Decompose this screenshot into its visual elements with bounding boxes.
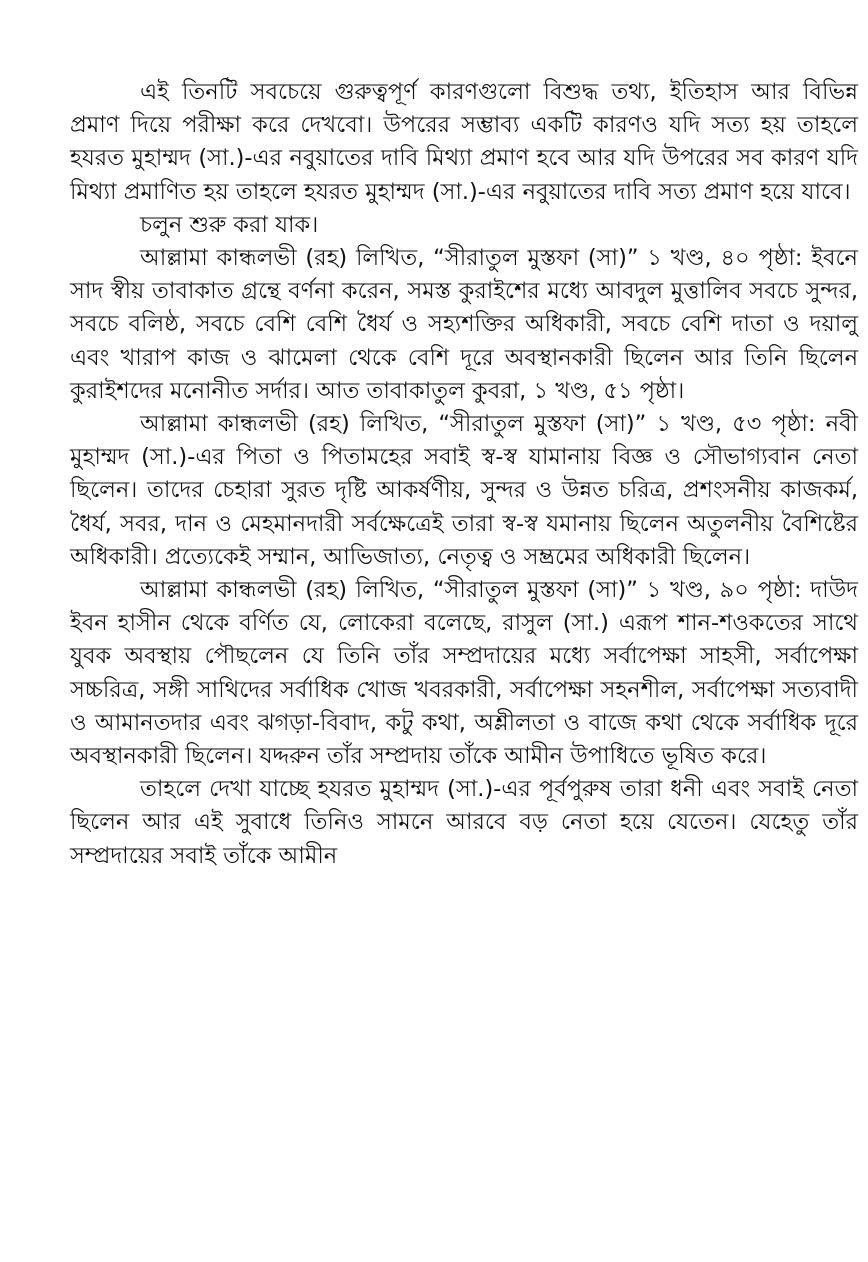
paragraph-citation-page-40: আল্লামা কান্ধলভী (রহ) লিখিত, “সীরাতুল মুস্তফা (সা)” ১ খণ্ড, ৪০ পৃষ্ঠা: ইবনে সাদ স্বীয় তাবাকাত গ্রন্থে বর্ণনা করেন, সমস্ত কুরাইশের মধ্যে আবদুল মুত্তালিব সবচে সুন্দর, সবচে বলিষ্ঠ, সবচে বেশি বেশি ধৈর্য ও সহ্যশক্তির অধিকারী, সবচে বেশি দাতা ও দয়ালু এবং খারাপ কাজ ও ঝামেলা থেকে বেশি দূরে অবস্থানকারী ছিলেন আর তিনি ছিলেন কুরাইশদের মনোনীত সর্দার। আত তাবাকাতুল কুবরা, ১ খণ্ড, ৫১ পৃষ্ঠা। <box>70 245 858 404</box>
paragraph-lets-begin: চলুন শুরু করা যাক। <box>140 211 319 238</box>
paragraph-conclusion: তাহলে দেখা যাচ্ছে হযরত মুহাম্মদ (সা.)-এর পূর্বপুরুষ তারা ধনী এবং সবাই নেতা ছিলেন আর এই সুবাধে তিনিও সামনে আরবে বড় নেতা হয়ে যেতেন। যেহেতু তাঁর সম্প্রদায়ের সবাই তাঁকে আমীন <box>70 776 858 869</box>
paragraph-intro: এই তিনটি সবচেয়ে গুরুত্বপূর্ণ কারণগুলো বিশুদ্ধ তথ্য, ইতিহাস আর বিভিন্ন প্রমাণ দিয়ে পরীক্ষা করে দেখবো। উপরের সম্ভাব্য একটি কারণও যদি সত্য হয় তাহলে হযরত মুহাম্মদ (সা.)-এর নবুয়াতের দাবি মিথ্যা প্রমাণ হবে আর যদি উপরের সব কারণ যদি মিথ্যা প্রমাণিত হয় তাহলে হযরত মুহাম্মদ (সা.)-এর নবুয়াতের দাবি সত্য প্রমাণ হয়ে যাবে। <box>70 79 858 205</box>
book-page-body <box>70 76 858 873</box>
paragraph-citation-page-53: আল্লামা কান্ধলভী (রহ) লিখিত, “সীরাতুল মুস্তফা (সা)” ১ খণ্ড, ৫৩ পৃষ্ঠা: নবী মুহাম্মদ (সা.)-এর পিতা ও পিতামহের সবাই স্ব-স্ব যামানায় বিজ্ঞ ও সৌভাগ্যবান নেতা ছিলেন। তাদের চেহারা সুরত দৃষ্টি আকর্ষণীয়, সুন্দর ও উন্নত চরিত্র, প্রশংসনীয় কাজকর্ম, ধৈর্য, সবর, দান ও মেহমানদারী সর্বক্ষেত্রেই তারা স্ব-স্ব যমানায় ছিলেন অতুলনীয় বৈশিষ্টের অধিকারী। প্রত্যেকেই সম্মান, আভিজাত্য, নেতৃত্ব ও সম্ভ্রমের অধিকারী ছিলেন। <box>70 411 858 570</box>
paragraph-citation-page-90: আল্লামা কান্ধলভী (রহ) লিখিত, “সীরাতুল মুস্তফা (সা)” ১ খণ্ড, ৯০ পৃষ্ঠা: দাউদ ইবন হাসীন থেকে বর্ণিত যে, লোকেরা বলেছে, রাসুল (সা.) এরূপ শান-শওকতের সাথে যুবক অবস্থায় পৌছলেন যে তিনি তাঁর সম্প্রদায়ের মধ্যে সর্বাপেক্ষা সাহসী, সর্বাপেক্ষা সচ্চরিত্র, সঙ্গী সাথিদের সর্বাধিক খোজ খবরকারী, সর্বাপেক্ষা সহনশীল, সর্বাপেক্ষা সত্যবাদী ও আমানতদার এবং ঝগড়া-বিবাদ, কটু কথা, অশ্লীলতা ও বাজে কথা থেকে সর্বাধিক দূরে অবস্থানকারী ছিলেন। যদ্দরুন তাঁর সম্প্রদায় তাঁকে আমীন উপাধিতে ভূষিত করে। <box>70 577 858 770</box>
